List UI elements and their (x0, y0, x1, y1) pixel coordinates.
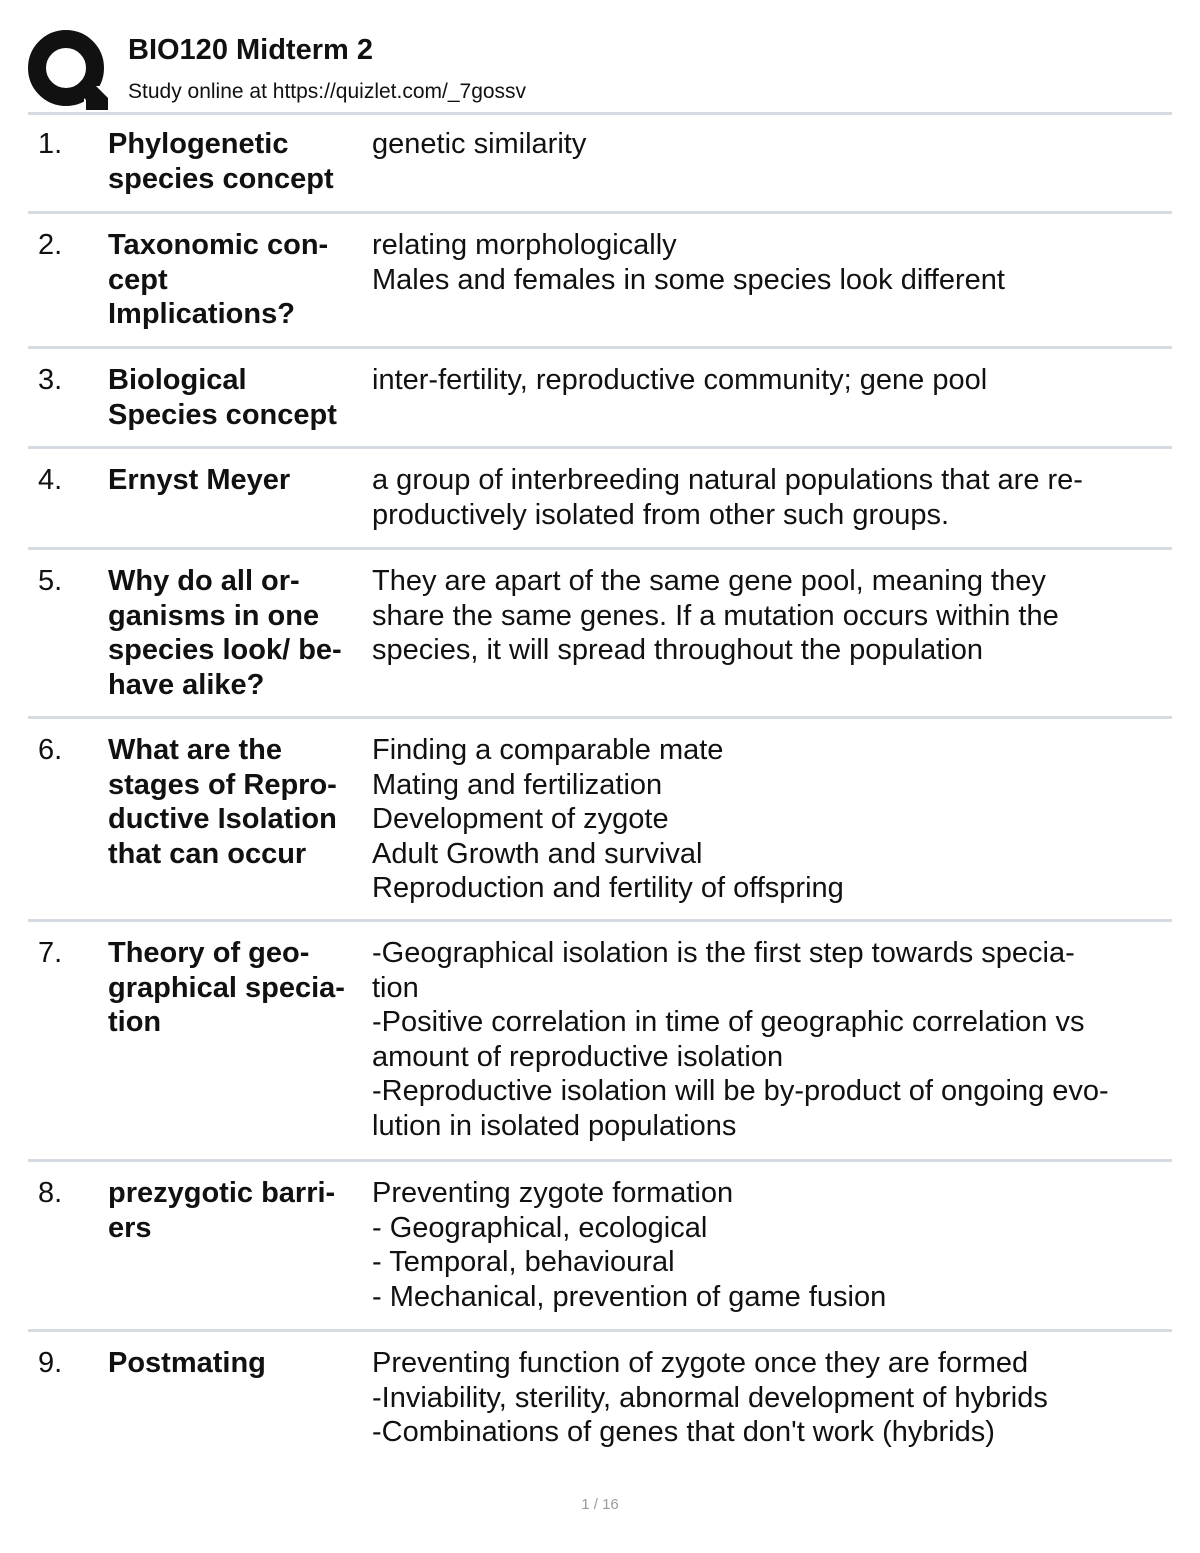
card-number: 1. (38, 128, 63, 160)
flashcard-row (28, 349, 1172, 449)
card-number: 9. (38, 1347, 63, 1379)
card-term: Biological Species concept (108, 364, 337, 431)
study-online-link-text[interactable]: Study online at https://quizlet.com/_7gossv (128, 80, 527, 103)
card-definition: a group of interbreeding natural populations that are re- productively isolated from other such groups. (372, 464, 1083, 531)
page-header (28, 26, 1172, 114)
card-term: Phylogenetic species concept (108, 128, 334, 195)
card-number: 4. (38, 464, 63, 496)
card-number: 8. (38, 1177, 63, 1209)
flashcard-row (28, 214, 1172, 349)
flashcard-row (28, 1332, 1172, 1472)
page-number: 1 / 16 (581, 1496, 619, 1513)
card-term: prezygotic barri- ers (108, 1177, 336, 1244)
card-number: 7. (38, 937, 63, 969)
card-term: What are the stages of Repro- ductive Isolation that can occur (108, 734, 337, 870)
quizlet-q-logo-icon (28, 30, 108, 110)
flashcard-row (28, 449, 1172, 550)
flashcard-row (28, 1162, 1172, 1332)
card-definition: Preventing function of zygote once they are formed -Inviability, sterility, abnormal development of hybrids -Combinations of genes that don't work (hybrids) (372, 1347, 1048, 1448)
card-term: Taxonomic con- cept Implications? (108, 229, 329, 330)
card-definition: Preventing zygote formation - Geographical, ecological - Temporal, behavioural - Mechanical, prevention of game fusion (372, 1177, 887, 1313)
card-term: Ernyst Meyer (108, 464, 291, 496)
flashcard-row (28, 922, 1172, 1162)
card-definition: inter-fertility, reproductive community; gene pool (372, 364, 988, 396)
flashcard-row (28, 550, 1172, 719)
card-number: 3. (38, 364, 63, 396)
card-definition: relating morphologically Males and females in some species look different (372, 229, 1005, 296)
card-definition: They are apart of the same gene pool, meaning they share the same genes. If a mutation occurs within the species, it will spread throughout the population (372, 565, 1059, 666)
card-term: Postmating (108, 1347, 266, 1379)
card-definition: -Geographical isolation is the first step towards specia- tion -Positive correlation in time of geographic correlation vs amount of reproductive isolation -Reproductive isolation will be by-product of ongoing evo- lution in isolated populations (372, 937, 1109, 1142)
card-definition: Finding a comparable mate Mating and fertilization Development of zygote Adult Growth and survival Reproduction and fertility of offspring (372, 734, 844, 904)
flashcard-row (28, 113, 1172, 214)
card-number: 6. (38, 734, 63, 766)
flashcard-row (28, 719, 1172, 922)
card-number: 5. (38, 565, 63, 597)
card-number: 2. (38, 229, 63, 261)
card-term: Theory of geo- graphical specia- tion (108, 937, 345, 1038)
flashcard-list (28, 113, 1172, 1472)
card-definition: genetic similarity (372, 128, 587, 160)
card-term: Why do all or- ganisms in one species look/ be- have alike? (108, 565, 342, 701)
page-title: BIO120 Midterm 2 (128, 34, 373, 66)
